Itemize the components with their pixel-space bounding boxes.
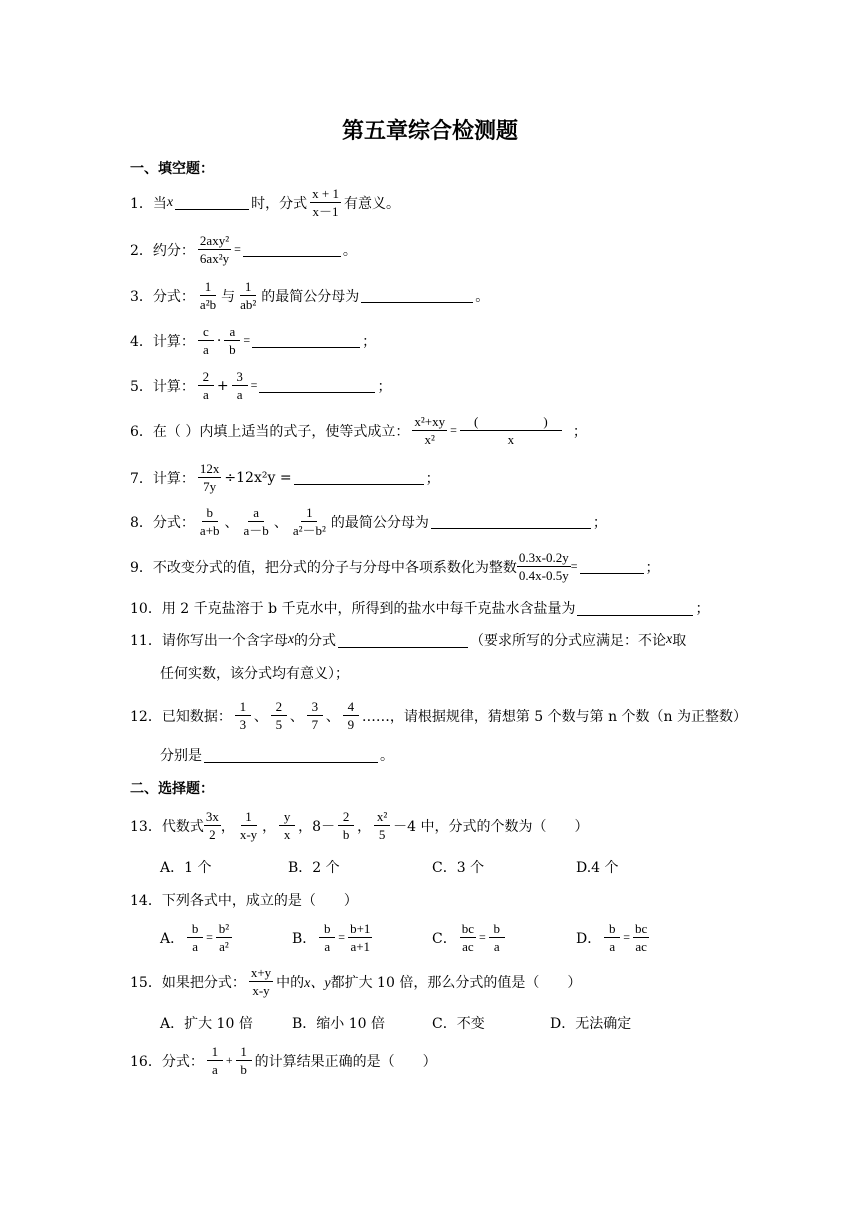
fraction: $\frac{b}{a}$ (319, 920, 335, 955)
fraction: $\frac{b}{a}$ (489, 920, 505, 955)
section-multiple-choice: 二、选择题： (130, 781, 214, 797)
question-7: 7．计算： $\frac{12x}{7y}$ ÷12x²y = ； (130, 461, 440, 494)
answer-blank[interactable] (361, 288, 473, 303)
q13-option-b[interactable]: B．2 个 (288, 860, 340, 876)
fraction: $\frac{b}{a}$ (187, 920, 203, 955)
question-9: 9．不改变分式的值，把分式的分子与分母中各项系数化为整数 $\frac{0.3x-0.2y}{0.4x-0.5y}$ = ； (130, 550, 660, 583)
fraction: $\frac{bc}{ac}$ (635, 921, 648, 954)
q15-option-d[interactable]: D．无法确定 (550, 1016, 632, 1032)
question-15: 15．如果把分式： $\frac{x+y}{x-y}$ 中的 x、y 都扩大 10 倍，那么分式的值是（ ） (130, 965, 582, 998)
fraction: $\frac{3}{a}$ (232, 368, 248, 403)
question-4: 4．计算： $\frac{c}{a}$ · $\frac{a}{b}$ = ； (130, 324, 377, 357)
fraction: $\frac{b+1}{a+1}$ (350, 921, 371, 954)
question-8: 8．分式： $\frac{b}{a+b}$ 、 $\frac{a}{a-b}$ 、 $\frac{1}{\text{a²－b²}}$ 的最简公分母为 ； (130, 505, 607, 538)
answer-blank[interactable] (431, 514, 591, 529)
question-12-continued: 分别是 。 (160, 748, 394, 764)
answer-blank[interactable] (577, 601, 693, 616)
fraction: $\frac{bc}{ac}$ (461, 921, 474, 954)
answer-blank[interactable] (580, 559, 644, 574)
answer-blank[interactable] (175, 195, 249, 210)
question-3: 3．分式： $\frac{1}{\text{a²b}}$ 与 $\frac{1}{\text{ab²}}$ 的最简公分母为 。 (130, 279, 490, 312)
page-title: 第五章综合检测题 (341, 119, 518, 144)
answer-blank[interactable] (243, 242, 341, 257)
fraction-fill-in[interactable]: $\frac{( )}{x}$ (460, 413, 562, 448)
question-1: 1．当 x 时，分式 $\frac{x + 1}{x-1}$ 有意义。 (130, 186, 400, 219)
question-16: 16．分式： $\frac{1}{a}$ + $\frac{1}{b}$ 的计算结果正确的是（ ） (130, 1044, 437, 1077)
fraction: $\frac{x+y}{x-y}$ (250, 965, 272, 998)
q15-option-c[interactable]: C．不变 (432, 1016, 485, 1032)
question-5: 5．计算： $\frac{2}{a}$ + $\frac{3}{a}$ = ； (130, 369, 392, 402)
section-fill-blank: 一、填空题： (130, 161, 214, 177)
q14-option-b[interactable]: B． $\frac{b}{a}$ = $\frac{b+1}{a+1}$ (292, 921, 371, 954)
fraction: $\frac{1}{\text{ab²}}$ (240, 279, 257, 312)
question-14: 14．下列各式中，成立的是（ ） (130, 893, 358, 909)
fraction: $\frac{\text{b²}}{\text{a²}}$ (216, 920, 232, 955)
fraction: $\frac{a}{b}$ (224, 323, 240, 358)
q14-option-d[interactable]: D． $\frac{b}{a}$ = $\frac{bc}{ac}$ (576, 921, 648, 954)
answer-blank[interactable] (259, 378, 375, 393)
fraction: $\frac{c}{a}$ (198, 323, 214, 358)
fraction: $\frac{b}{a}$ (604, 920, 620, 955)
fraction: $\frac{b}{a+b}$ (199, 505, 220, 538)
answer-blank[interactable] (204, 748, 378, 763)
question-6: 6．在（ ）内填上适当的式子，使等式成立： $\frac{\text{x²+xy}}{\text{x²}}$ = $\frac{( )}{x}$ ； (130, 414, 587, 447)
answer-blank[interactable] (338, 633, 468, 648)
fraction: $\frac{\text{x²+xy}}{\text{x²}}$ (414, 414, 446, 447)
question-13: 13．代数式 $\frac{3x}{2}$ ， $\frac{1}{x-y}$ ， $\frac{y}{x}$ ， 8－ $\frac{2}{b}$ ， $\frac{\text{x²}}{5}$ －4 中，分式的个数为（ ） (130, 809, 589, 842)
q15-option-a[interactable]: A．扩大 10 倍 (160, 1016, 253, 1032)
q13-option-c[interactable]: C．3 个 (432, 860, 485, 876)
fraction: $\frac{x + 1}{x-1}$ (312, 186, 339, 219)
question-11: 11．请你写出一个含字母 x 的分式 （要求所写的分式应满足：不论 x 取 (130, 632, 687, 649)
fraction: $\frac{a}{a-b}$ (243, 505, 269, 538)
fraction: $\frac{1}{b}$ (236, 1043, 252, 1078)
fraction: $\frac{1}{3}$ (235, 698, 251, 733)
q14-option-a[interactable]: A． $\frac{b}{a}$ = $\frac{\text{b²}}{\text{a²}}$ (160, 920, 235, 955)
fraction: $\frac{2}{b}$ (338, 808, 354, 843)
fraction: $\frac{2}{5}$ (271, 698, 287, 733)
fraction: $\frac{1}{a}$ (207, 1043, 223, 1078)
question-11-continued: 任何实数，该分式均有意义）； (160, 666, 349, 682)
q13-option-a[interactable]: A．1 个 (160, 860, 212, 876)
fraction: $\frac{2}{a}$ (198, 368, 214, 403)
fraction: $\frac{\text{x²}}{5}$ (374, 808, 390, 843)
fraction: $\frac{y}{x}$ (279, 808, 295, 843)
fraction: $\frac{0.3x-0.2y}{0.4x-0.5y}$ (518, 550, 569, 583)
q13-option-d[interactable]: D.4 个 (576, 860, 619, 876)
answer-blank[interactable] (252, 333, 360, 348)
question-10: 10．用 2 千克盐溶于 b 千克水中，所得到的盐水中每千克盐水含盐量为 ； (130, 601, 710, 617)
question-12: 12．已知数据： $\frac{1}{3}$ 、 $\frac{2}{5}$ 、 $\frac{3}{7}$ 、 $\frac{4}{9}$ ……，请根据规律，猜想第 5 个数与第 n 个数（n 为正整数） (130, 699, 748, 732)
fraction: $\frac{\text{2axy²}}{\text{6ax²y}}$ (199, 233, 230, 266)
q15-option-b[interactable]: B．缩小 10 倍 (292, 1016, 386, 1032)
fraction: $\frac{1}{\text{a²－b²}}$ (292, 505, 326, 538)
fraction: $\frac{4}{9}$ (343, 698, 359, 733)
fraction: $\frac{3x}{2}$ (205, 809, 219, 842)
fraction: $\frac{1}{x-y}$ (239, 809, 258, 842)
question-2: 2．约分： $\frac{\text{2axy²}}{\text{6ax²y}}$ = 。 (130, 233, 357, 266)
answer-blank[interactable] (294, 470, 424, 485)
fraction: $\frac{1}{\text{a²b}}$ (199, 279, 217, 312)
fraction: $\frac{12x}{7y}$ (199, 461, 220, 494)
fraction: $\frac{3}{7}$ (307, 698, 323, 733)
q14-option-c[interactable]: C． $\frac{bc}{ac}$ = $\frac{b}{a}$ (432, 920, 508, 955)
